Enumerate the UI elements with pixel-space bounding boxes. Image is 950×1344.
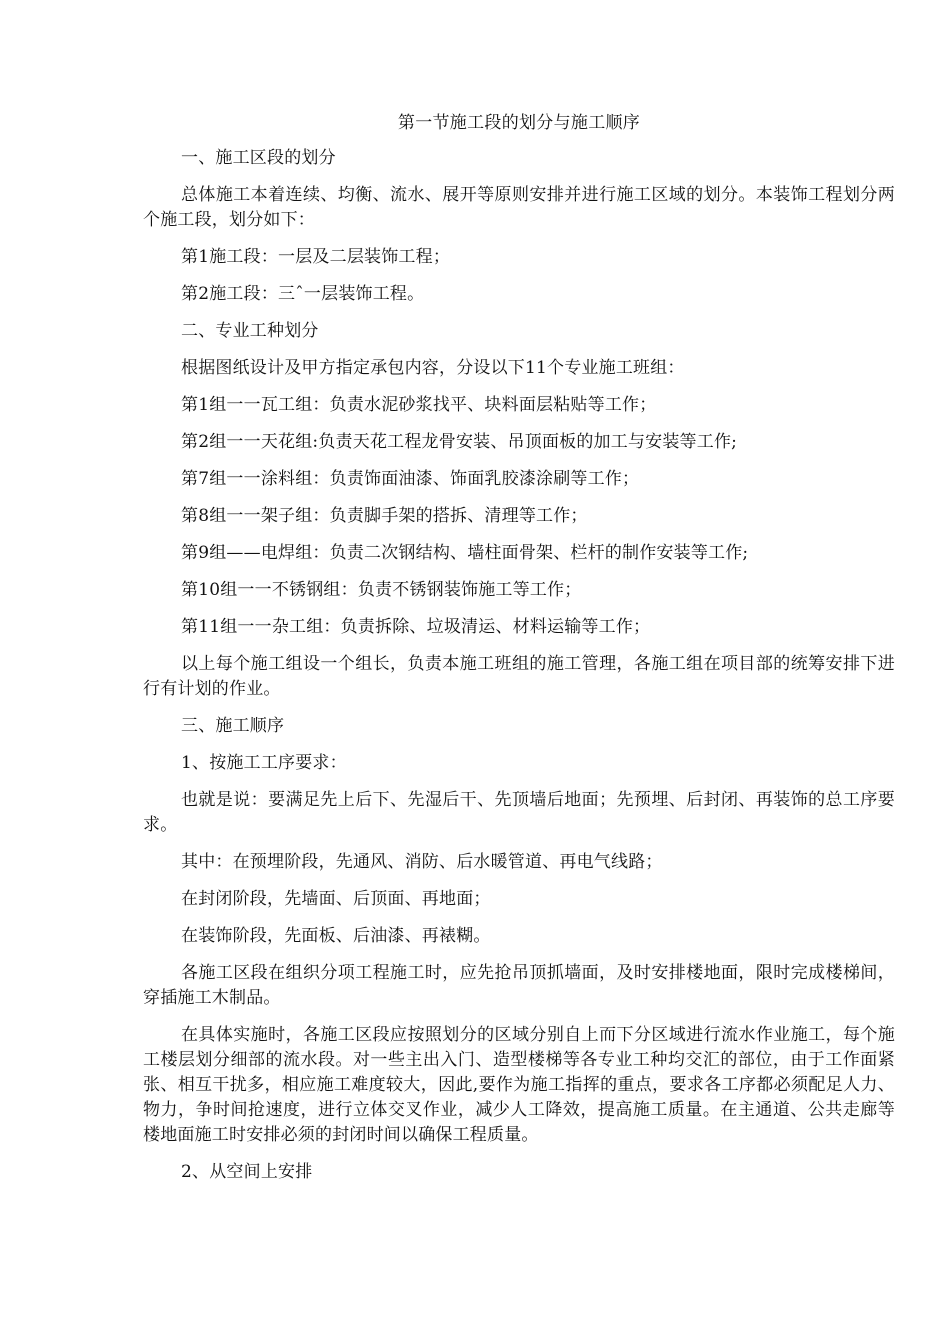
paragraph-decoration-stage: 在装饰阶段，先面板、后油漆、再裱糊。: [181, 926, 491, 946]
paragraph-zone-principle: 总体施工本着连续、均衡、流水、展开等原则安排并进行施工区域的划分。本装饰工程划分两个施工段，划分如下：: [143, 185, 895, 230]
subheading-process-requirements: 1、按施工工序要求：: [181, 753, 347, 773]
paragraph-zone-organization: 各施工区段在组织分项工程施工时，应先抢吊顶抓墙面，及时安排楼地面，限时完成楼梯间，穿插施工木制品。: [143, 963, 895, 1008]
paragraph-embedding-stage: 其中：在预埋阶段，先通风、消防、后水暖管道、再电气线路；: [181, 852, 663, 872]
list-item-team-8: 第8组一一架子组：负责脚手架的搭拆、清理等工作；: [181, 506, 588, 526]
paragraph-enclosure-stage: 在封闭阶段，先墙面、后顶面、再地面；: [181, 889, 491, 909]
paragraph-overall-process: 也就是说：要满足先上后下、先湿后干、先顶墙后地面；先预埋、后封闭、再装饰的总工序要求。: [143, 790, 895, 835]
section-title: 第一节施工段的划分与施工顺序: [397, 113, 641, 133]
paragraph-implementation-details: 在具体实施时，各施工区段应按照划分的区域分别自上而下分区域进行流水作业施工，每个施工楼层划分细部的流水段。对一些主出入门、造型楼梯等各专业工种均交汇的部位，由于工作面紧张、相互干扰多，相应施工难度较大，因此,要作为施工指挥的重点，要求各工序都必须配足人力、物力，争时间抢速度，进行立体交叉作业，减少人工降效，提高施工质量。在主通道、公共走廊等楼地面施工时安排必须的封闭时间以确保工程质量。: [143, 1025, 895, 1145]
list-item-team-1: 第1组一一瓦工组：负责水泥砂浆找平、块料面层粘贴等工作；: [181, 395, 657, 415]
heading-construction-zones: 一、施工区段的划分: [181, 148, 336, 168]
list-item-team-11: 第11组一一杂工组：负责拆除、垃圾清运、材料运输等工作；: [181, 617, 651, 637]
list-item-team-10: 第10组一一不锈钢组：负责不锈钢装饰施工等工作；: [181, 580, 582, 600]
paragraph-team-management: 以上每个施工组设一个组长，负责本施工班组的施工管理，各施工组在项目部的统筹安排下进行有计划的作业。: [143, 654, 895, 699]
list-item-stage-2: 第2施工段：三ˆ一层装饰工程。: [181, 284, 425, 304]
heading-trade-division: 二、专业工种划分: [181, 321, 319, 341]
list-item-team-2: 第2组一一天花组:负责天花工程龙骨安装、吊顶面板的加工与安装等工作;: [181, 432, 738, 452]
subheading-spatial-arrangement: 2、从空间上安排: [181, 1162, 313, 1182]
list-item-team-7: 第7组一一涂料组：负责饰面油漆、饰面乳胶漆涂刷等工作；: [181, 469, 640, 489]
document-body: [143, 110, 895, 1197]
list-item-stage-1: 第1施工段：一层及二层装饰工程；: [181, 247, 451, 267]
list-item-team-9: 第9组——电焊组：负责二次钢结构、墙柱面骨架、栏杆的制作安装等工作;: [181, 543, 749, 563]
paragraph-team-intro: 根据图纸设计及甲方指定承包内容，分设以下11个专业施工班组：: [181, 358, 685, 378]
heading-construction-sequence: 三、施工顺序: [181, 716, 285, 736]
